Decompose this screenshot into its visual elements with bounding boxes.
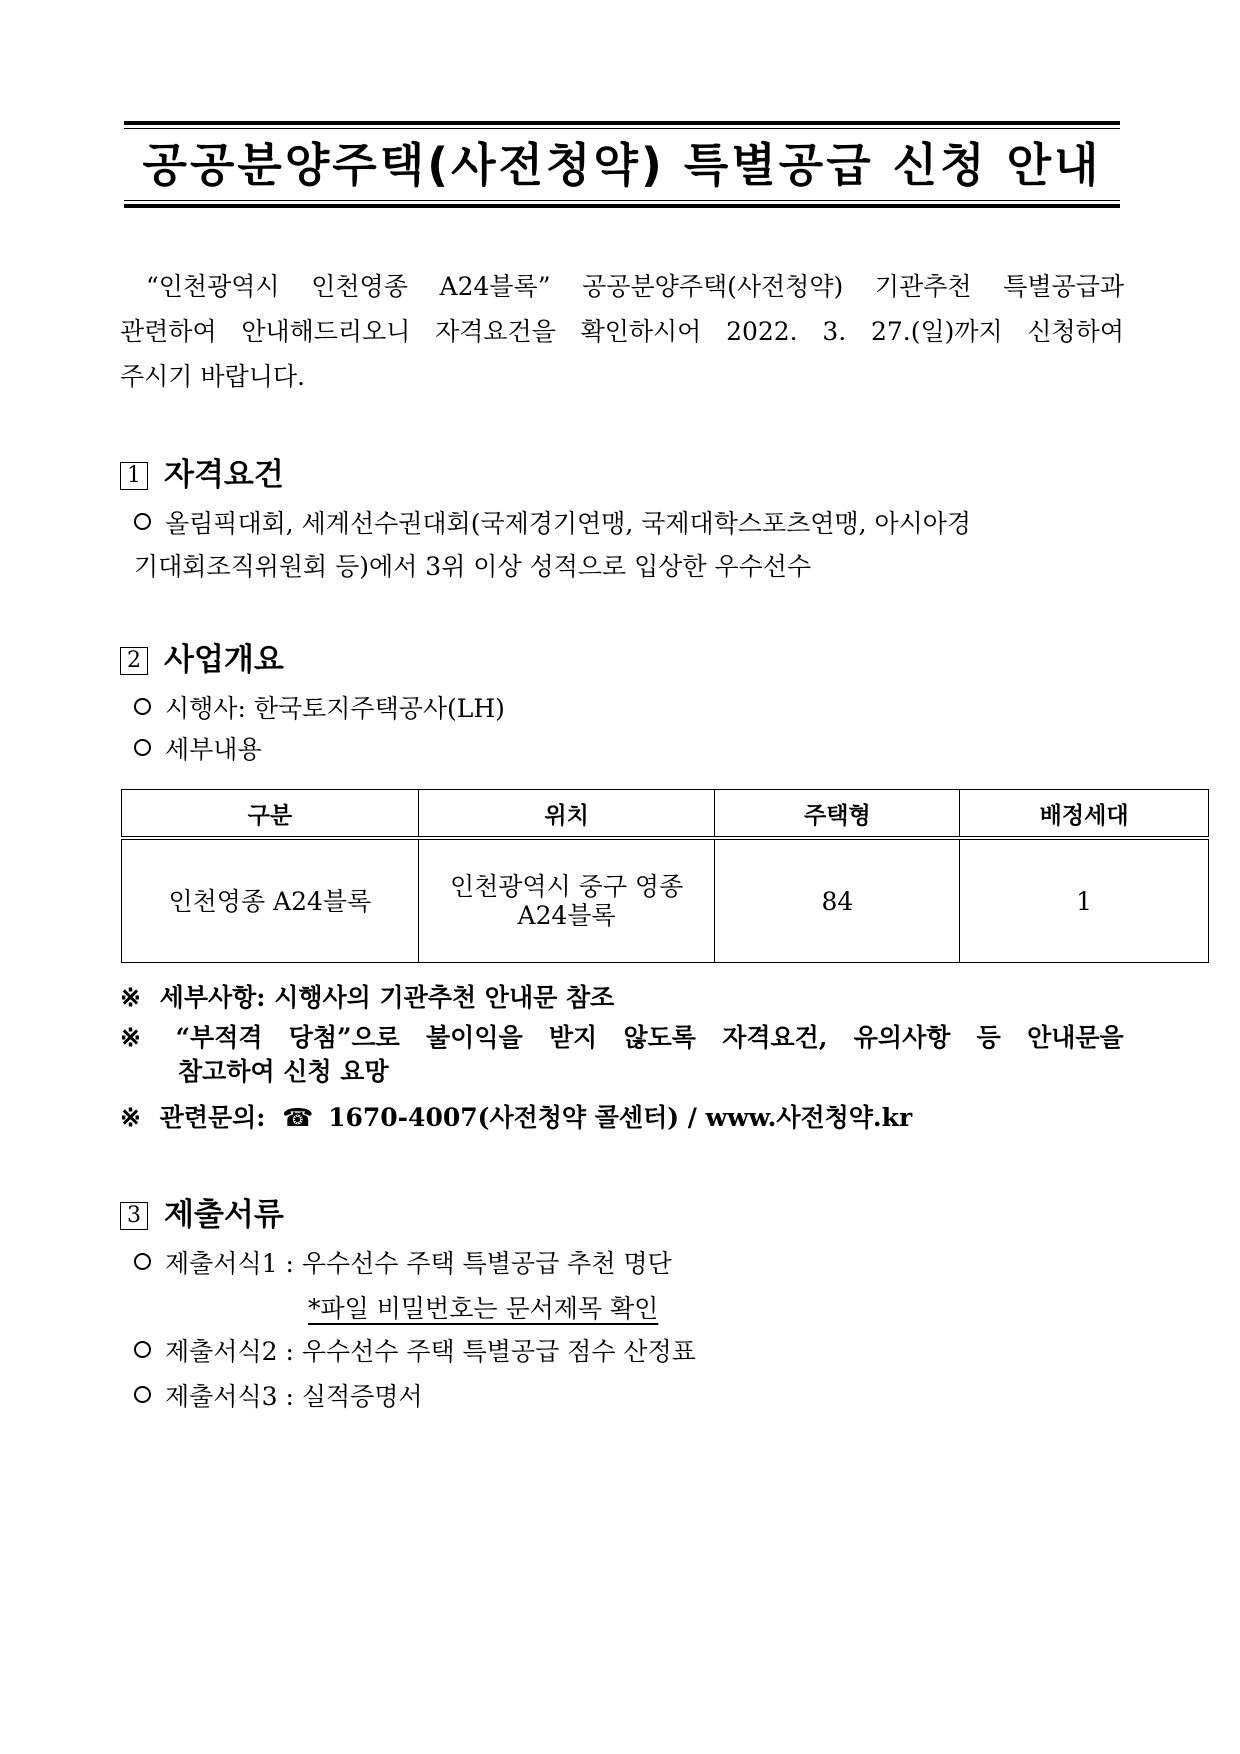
- circle-bullet-icon: [134, 1253, 151, 1270]
- circle-bullet-icon: [134, 698, 151, 715]
- reference-mark: ※: [120, 983, 141, 1012]
- title-rule-bottom-thin: [124, 200, 1120, 201]
- title-rule-top-thin: [124, 128, 1120, 129]
- table-cell-type: 84: [715, 838, 960, 963]
- qualification-bullet-continuation: 기대회조직위원회 등)에서 3위 이상 성적으로 입상한 우수선수: [134, 552, 812, 581]
- password-hint: *파일 비밀번호는 문서제목 확인: [308, 1294, 659, 1323]
- bullet-text: 올림픽대회, 세계선수권대회(국제경기연맹, 국제대학스포츠연맹, 아시아경: [165, 509, 972, 538]
- section-title: 자격요건: [164, 457, 284, 493]
- intro-paragraph: [120, 264, 1124, 399]
- submission-text: 제출서식1 : 우수선수 주택 특별공급 추천 명단: [165, 1249, 672, 1278]
- circle-bullet-icon: [134, 1341, 151, 1358]
- page-title: 공공분양주택(사전청약) 특별공급 신청 안내: [142, 138, 1102, 192]
- section-title: 제출서류: [164, 1197, 284, 1233]
- reference-mark: ※: [120, 1103, 141, 1132]
- table-header-cell: 주택형: [715, 790, 960, 839]
- submission-item-1: [134, 1244, 672, 1284]
- supply-details-table: [121, 789, 1209, 963]
- operator-bullet: [134, 689, 505, 729]
- table-header-row: [122, 790, 1209, 839]
- section-number-box: 1: [120, 462, 148, 490]
- note-details: [120, 978, 614, 1018]
- details-bullet: [134, 730, 262, 770]
- submission-text: 제출서식3 : 실적증명서: [165, 1382, 423, 1411]
- section-title: 사업개요: [164, 642, 284, 678]
- section-number-box: 3: [120, 1202, 148, 1230]
- contact-text: 1670-4007(사전청약 콜센터) / www.사전청약.kr: [328, 1103, 913, 1132]
- section-2-heading: [120, 640, 284, 680]
- circle-bullet-icon: [134, 1386, 151, 1403]
- intro-line-2: 관련하여 안내해드리오니 자격요건을 확인하시어 2022. 3. 27.(일)까지 신청하여: [120, 317, 1124, 346]
- title-rule-bottom-thick: [124, 204, 1120, 208]
- intro-line-1: “인천광역시 인천영종 A24블록” 공공분양주택(사전청약) 기관추천 특별공급과: [146, 272, 1124, 301]
- intro-line-3: 주시기 바랍니다.: [120, 362, 305, 391]
- phone-icon: ☎: [282, 1103, 314, 1132]
- section-3-heading: [120, 1195, 284, 1235]
- location-line-2: A24블록: [517, 901, 616, 930]
- location-line-1: 인천광역시 중구 영종: [449, 872, 684, 901]
- qualification-bullet: [134, 504, 971, 544]
- submission-item-3: [134, 1377, 423, 1417]
- section-1-heading: [120, 455, 284, 495]
- bullet-text: 세부내용: [165, 735, 262, 764]
- submission-item-2: [134, 1332, 696, 1372]
- table-header-cell: 위치: [418, 790, 715, 839]
- contact-label: 관련문의:: [159, 1103, 266, 1132]
- note-text: 세부사항: 시행사의 기관추천 안내문 참조: [159, 983, 615, 1012]
- table-header-cell: 구분: [122, 790, 419, 839]
- title-rule-top-thick: [124, 121, 1120, 125]
- reference-mark: ※: [120, 1023, 141, 1052]
- bullet-text: 시행사: 한국토지주택공사(LH): [165, 694, 505, 723]
- circle-bullet-icon: [134, 739, 151, 756]
- note-contact: [120, 1098, 912, 1138]
- table-row: [122, 838, 1209, 963]
- note-warning-continuation: 참고하여 신청 요망: [178, 1057, 389, 1086]
- note-text: “부적격 당첨”으로 불이익을 받지 않도록 자격요건, 유의사항 등 안내문을: [175, 1023, 1124, 1052]
- section-number-box: 2: [120, 647, 148, 675]
- table-cell-location: [418, 838, 715, 963]
- circle-bullet-icon: [134, 513, 151, 530]
- submission-text: 제출서식2 : 우수선수 주택 특별공급 점수 산정표: [165, 1337, 696, 1366]
- table-cell-name: 인천영종 A24블록: [122, 838, 419, 963]
- table-header-cell: 배정세대: [960, 790, 1209, 839]
- table-cell-units: 1: [960, 838, 1209, 963]
